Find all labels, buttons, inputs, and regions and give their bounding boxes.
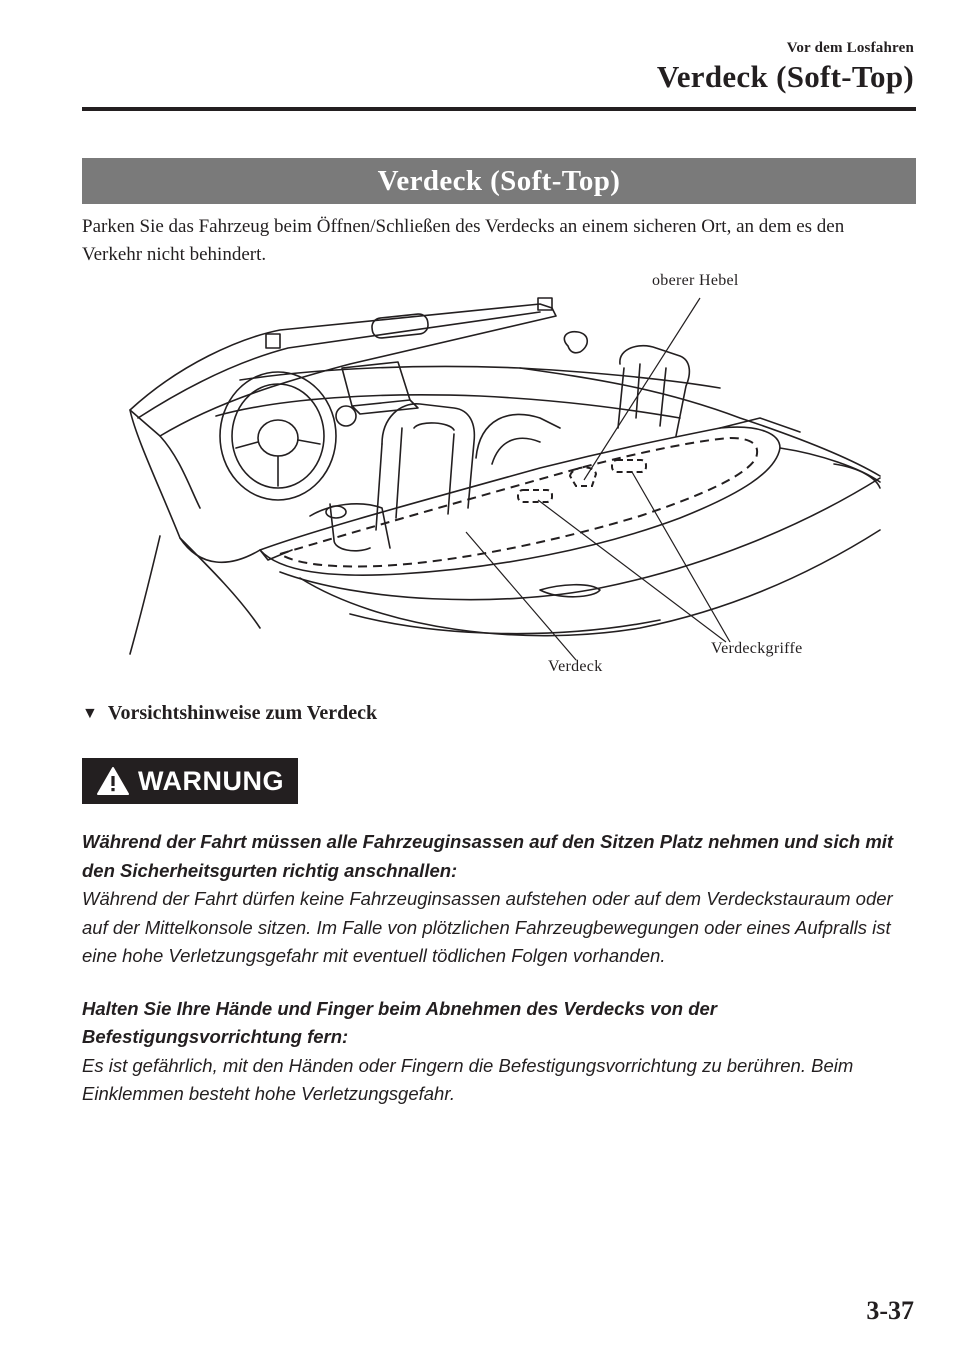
soft-top-illustration — [120, 268, 900, 680]
warning-block-title: Halten Sie Ihre Hände und Finger beim Abnehmen des Verdecks von der Befestigungsvorrichtung fern: — [82, 997, 717, 1047]
warning-block-text: Es ist gefährlich, mit den Händen oder Fingern die Befestigungsvorrichtung zu berühren. Beim Einklemmen besteht hohe Verletzungsgefahr. — [82, 1054, 854, 1104]
running-section-title: Verdeck (Soft-Top) — [656, 59, 914, 94]
section-banner: Verdeck (Soft-Top) — [82, 158, 916, 204]
callout-upper-lever: oberer Hebel — [652, 272, 739, 289]
page-number: 3-37 — [866, 1296, 914, 1325]
warning-block-title: Während der Fahrt müssen alle Fahrzeuginsassen auf den Sitzen Platz nehmen und sich mit den Sicherheitsgurten richtig anschnallen: — [82, 831, 894, 881]
triangle-down-icon: ▼ — [82, 704, 98, 722]
callout-soft-top-handles: Verdeckgriffe — [711, 640, 803, 657]
running-chapter-title: Vor dem Losfahren — [786, 40, 914, 56]
warning-label — [82, 758, 298, 804]
warning-block — [82, 995, 922, 1109]
callout-soft-top: Verdeck — [548, 658, 603, 675]
warning-label-text: WARNUNG — [138, 765, 284, 796]
warning-triangle-icon — [96, 766, 130, 796]
warning-block-text: Während der Fahrt dürfen keine Fahrzeuginsassen aufstehen oder auf dem Verdeckstauraum oder auf der Mittelkonsole sitzen. Im Falle von plötzlichen Fahrzeugbewegungen oder eines Aufpralls ist eine hohe Verletzungsgefahr mit eventuell tödlichen Folgen vorhanden. — [82, 888, 893, 966]
warning-body — [82, 828, 922, 1133]
intro-paragraph: Parken Sie das Fahrzeug beim Öffnen/Schließen des Verdecks an einem sicheren Ort, an dem es den Verkehr nicht behindert. — [82, 216, 845, 265]
subheading-text: Vorsichtshinweise zum Verdeck — [107, 702, 378, 724]
warning-block — [82, 828, 922, 971]
car-interior-drawing — [120, 268, 900, 680]
header-rule — [82, 107, 916, 111]
running-header — [657, 40, 914, 95]
subheading — [82, 702, 377, 725]
